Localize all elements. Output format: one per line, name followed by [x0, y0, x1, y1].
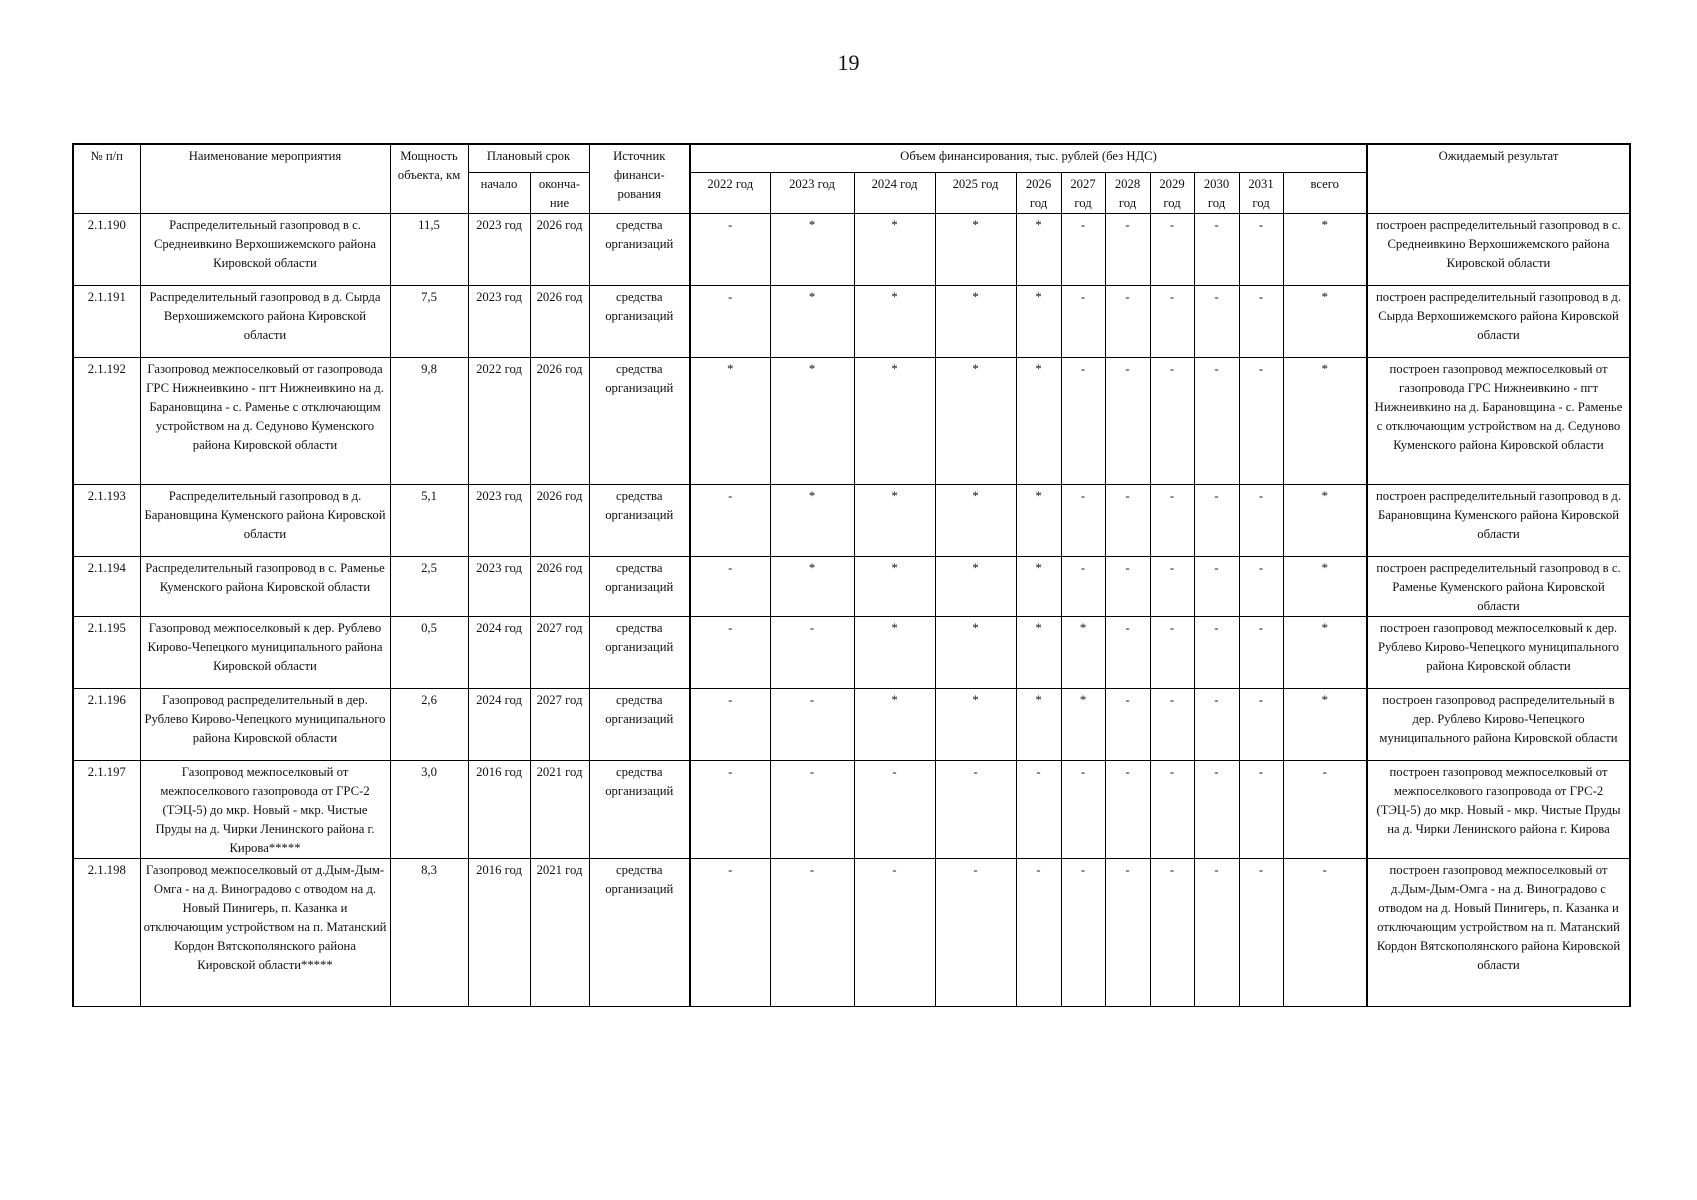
page-number: 19: [837, 50, 860, 75]
cell-year-value: -: [1150, 213, 1194, 285]
cell-end: 2021 год: [530, 760, 589, 858]
cell-year-value: -: [1105, 285, 1150, 357]
cell-name: Газопровод межпоселковый от межпоселкового газопровода от ГРС-2 (ТЭЦ-5) до мкр. Новый - мкр. Чистые Пруды на д. Чирки Ленинского района г. Кирова*****: [140, 760, 390, 858]
cell-year-value: *: [770, 556, 854, 616]
cell-num: 2.1.196: [73, 688, 140, 760]
cell-end: 2021 год: [530, 858, 589, 1006]
cell-source: средства организаций: [589, 484, 690, 556]
cell-total: *: [1283, 616, 1367, 688]
cell-year-value: -: [1105, 213, 1150, 285]
cell-result: построен распределительный газопровод в с. Среднеивкино Верхошижемского района Кировской области: [1367, 213, 1630, 285]
cell-end: 2026 год: [530, 556, 589, 616]
cell-capacity: 9,8: [390, 357, 468, 484]
cell-year-value: *: [770, 213, 854, 285]
cell-year-value: -: [690, 688, 770, 760]
cell-year-value: -: [1105, 616, 1150, 688]
cell-year-value: -: [1194, 213, 1239, 285]
cell-result: построен газопровод распределительный в дер. Рублево Кирово-Чепецкого муниципального района Кировской области: [1367, 688, 1630, 760]
cell-num: 2.1.193: [73, 484, 140, 556]
cell-year-value: -: [1061, 285, 1105, 357]
cell-year-value: *: [854, 688, 935, 760]
cell-num: 2.1.194: [73, 556, 140, 616]
cell-year-value: -: [1150, 688, 1194, 760]
cell-year-value: -: [1239, 556, 1283, 616]
cell-year-value: -: [1061, 556, 1105, 616]
cell-result: построен распределительный газопровод в д. Сырда Верхошижемского района Кировской области: [1367, 285, 1630, 357]
cell-total: *: [1283, 688, 1367, 760]
cell-year-value: *: [1061, 688, 1105, 760]
cell-year-value: -: [854, 858, 935, 1006]
cell-year-value: -: [1105, 760, 1150, 858]
table-row: [73, 858, 1630, 1006]
cell-year-value: -: [1194, 285, 1239, 357]
cell-start: 2023 год: [468, 484, 530, 556]
cell-year-value: -: [1105, 357, 1150, 484]
cell-total: -: [1283, 858, 1367, 1006]
cell-year-value: *: [1016, 357, 1061, 484]
cell-year-value: -: [1239, 357, 1283, 484]
cell-year-value: -: [690, 213, 770, 285]
table-row: [73, 484, 1630, 556]
cell-start: 2024 год: [468, 688, 530, 760]
cell-end: 2026 год: [530, 484, 589, 556]
cell-capacity: 8,3: [390, 858, 468, 1006]
cell-year-value: -: [1239, 616, 1283, 688]
cell-year-value: -: [690, 858, 770, 1006]
cell-capacity: 7,5: [390, 285, 468, 357]
cell-year-value: *: [935, 213, 1016, 285]
table-row: [73, 760, 1630, 858]
cell-capacity: 3,0: [390, 760, 468, 858]
cell-year-value: -: [935, 858, 1016, 1006]
year-header: 2025 год: [935, 172, 1016, 213]
cell-year-value: -: [1239, 858, 1283, 1006]
cell-name: Газопровод распределительный в дер. Рублево Кирово-Чепецкого муниципального района Кировской области: [140, 688, 390, 760]
cell-year-value: -: [690, 285, 770, 357]
cell-year-value: *: [854, 556, 935, 616]
cell-year-value: -: [1194, 556, 1239, 616]
cell-year-value: *: [1016, 213, 1061, 285]
cell-name: Распределительный газопровод в д. Барановщина Куменского района Кировской области: [140, 484, 390, 556]
cell-year-value: -: [854, 760, 935, 858]
cell-year-value: -: [690, 556, 770, 616]
cell-num: 2.1.195: [73, 616, 140, 688]
cell-capacity: 5,1: [390, 484, 468, 556]
cell-year-value: *: [770, 484, 854, 556]
cell-year-value: *: [1016, 484, 1061, 556]
col-capacity-header: Мощность объекта, км: [390, 144, 468, 213]
cell-name: Газопровод межпоселковый к дер. Рублево Кирово-Чепецкого муниципального района Кировской области: [140, 616, 390, 688]
cell-year-value: -: [690, 760, 770, 858]
col-planned-term-header: Плановый срок: [468, 144, 589, 172]
cell-total: *: [1283, 556, 1367, 616]
cell-year-value: *: [935, 285, 1016, 357]
cell-end: 2027 год: [530, 616, 589, 688]
year-header: 2024 год: [854, 172, 935, 213]
cell-year-value: *: [770, 285, 854, 357]
cell-year-value: -: [1239, 688, 1283, 760]
year-header: 2026 год: [1016, 172, 1061, 213]
cell-result: построен газопровод межпоселковый от д.Дым-Дым-Омга - на д. Виноградово с отводом на д. Новый Пинигерь, п. Казанка и отключающим устройством на п. Матанский Кордон Вятскополянского района Кировской области: [1367, 858, 1630, 1006]
cell-year-value: *: [854, 616, 935, 688]
cell-num: 2.1.197: [73, 760, 140, 858]
table-row: [73, 616, 1630, 688]
cell-year-value: -: [1239, 213, 1283, 285]
cell-num: 2.1.190: [73, 213, 140, 285]
cell-year-value: -: [1105, 858, 1150, 1006]
cell-year-value: -: [1150, 760, 1194, 858]
col-end-header: оконча-ние: [530, 172, 589, 213]
cell-total: *: [1283, 357, 1367, 484]
cell-year-value: -: [1239, 760, 1283, 858]
cell-year-value: *: [1016, 285, 1061, 357]
cell-result: построен распределительный газопровод в с. Раменье Куменского района Кировской области: [1367, 556, 1630, 616]
cell-year-value: -: [1150, 858, 1194, 1006]
table-row: [73, 357, 1630, 484]
cell-name: Распределительный газопровод в д. Сырда Верхошижемского района Кировской области: [140, 285, 390, 357]
cell-year-value: -: [690, 484, 770, 556]
cell-source: средства организаций: [589, 616, 690, 688]
year-header: 2030 год: [1194, 172, 1239, 213]
cell-year-value: *: [854, 285, 935, 357]
cell-capacity: 0,5: [390, 616, 468, 688]
col-funding-header: Объем финансирования, тыс. рублей (без НДС): [690, 144, 1367, 172]
cell-source: средства организаций: [589, 688, 690, 760]
financing-table: [72, 143, 1631, 1007]
cell-year-value: -: [1061, 213, 1105, 285]
cell-end: 2026 год: [530, 285, 589, 357]
cell-name: Распределительный газопровод в с. Раменье Куменского района Кировской области: [140, 556, 390, 616]
col-num-header: № п/п: [73, 144, 140, 213]
cell-year-value: *: [935, 688, 1016, 760]
cell-source: средства организаций: [589, 556, 690, 616]
cell-year-value: -: [1150, 616, 1194, 688]
cell-year-value: -: [1194, 858, 1239, 1006]
year-header: 2022 год: [690, 172, 770, 213]
cell-year-value: -: [1194, 688, 1239, 760]
cell-total: *: [1283, 285, 1367, 357]
cell-num: 2.1.191: [73, 285, 140, 357]
year-header: 2028 год: [1105, 172, 1150, 213]
cell-year-value: -: [1016, 760, 1061, 858]
cell-year-value: -: [770, 616, 854, 688]
cell-year-value: -: [1194, 760, 1239, 858]
cell-total: *: [1283, 484, 1367, 556]
cell-start: 2016 год: [468, 858, 530, 1006]
cell-capacity: 2,6: [390, 688, 468, 760]
cell-year-value: -: [1061, 357, 1105, 484]
cell-end: 2026 год: [530, 357, 589, 484]
cell-year-value: -: [1239, 484, 1283, 556]
year-header: 2027 год: [1061, 172, 1105, 213]
cell-year-value: -: [1194, 484, 1239, 556]
cell-start: 2023 год: [468, 213, 530, 285]
cell-year-value: -: [935, 760, 1016, 858]
cell-year-value: -: [1239, 285, 1283, 357]
table-row: [73, 556, 1630, 616]
cell-start: 2024 год: [468, 616, 530, 688]
cell-year-value: *: [854, 484, 935, 556]
cell-year-value: *: [854, 213, 935, 285]
cell-result: построен распределительный газопровод в д. Барановщина Куменского района Кировской области: [1367, 484, 1630, 556]
cell-num: 2.1.192: [73, 357, 140, 484]
cell-capacity: 2,5: [390, 556, 468, 616]
col-start-header: начало: [468, 172, 530, 213]
cell-source: средства организаций: [589, 357, 690, 484]
cell-year-value: -: [1194, 357, 1239, 484]
col-source-header: Источник финанси-рования: [589, 144, 690, 213]
cell-start: 2016 год: [468, 760, 530, 858]
cell-num: 2.1.198: [73, 858, 140, 1006]
cell-year-value: -: [1105, 484, 1150, 556]
col-result-header: Ожидаемый результат: [1367, 144, 1630, 213]
cell-source: средства организаций: [589, 285, 690, 357]
cell-name: Распределительный газопровод в с. Среднеивкино Верхошижемского района Кировской области: [140, 213, 390, 285]
cell-year-value: -: [1105, 688, 1150, 760]
cell-total: *: [1283, 213, 1367, 285]
cell-end: 2026 год: [530, 213, 589, 285]
cell-year-value: -: [1150, 357, 1194, 484]
cell-result: построен газопровод межпоселковый к дер. Рублево Кирово-Чепецкого муниципального района Кировской области: [1367, 616, 1630, 688]
cell-year-value: -: [770, 858, 854, 1006]
col-name-header: Наименование мероприятия: [140, 144, 390, 213]
cell-source: средства организаций: [589, 213, 690, 285]
cell-year-value: -: [690, 616, 770, 688]
cell-start: 2022 год: [468, 357, 530, 484]
cell-year-value: *: [690, 357, 770, 484]
cell-year-value: -: [1150, 285, 1194, 357]
table-row: [73, 285, 1630, 357]
cell-total: -: [1283, 760, 1367, 858]
cell-start: 2023 год: [468, 556, 530, 616]
cell-result: построен газопровод межпоселковый от газопровода ГРС Нижнеивкино - пгт Нижнеивкино на д. Барановщина - с. Раменье с отключающим устройством на д. Седуново Куменского района Кировской области: [1367, 357, 1630, 484]
cell-year-value: -: [770, 760, 854, 858]
cell-year-value: *: [935, 357, 1016, 484]
cell-year-value: *: [935, 484, 1016, 556]
cell-source: средства организаций: [589, 760, 690, 858]
cell-year-value: *: [935, 616, 1016, 688]
year-header: 2031 год: [1239, 172, 1283, 213]
cell-year-value: *: [1016, 616, 1061, 688]
cell-end: 2027 год: [530, 688, 589, 760]
cell-year-value: *: [1016, 688, 1061, 760]
col-total-header: всего: [1283, 172, 1367, 213]
cell-result: построен газопровод межпоселковый от межпоселкового газопровода от ГРС-2 (ТЭЦ-5) до мкр. Новый - мкр. Чистые Пруды на д. Чирки Ленинского района г. Кирова: [1367, 760, 1630, 858]
cell-year-value: *: [770, 357, 854, 484]
cell-year-value: -: [1194, 616, 1239, 688]
cell-name: Газопровод межпоселковый от газопровода ГРС Нижнеивкино - пгт Нижнеивкино на д. Барановщина - с. Раменье с отключающим устройством на д. Седуново Куменского района Кировской области: [140, 357, 390, 484]
year-header: 2023 год: [770, 172, 854, 213]
cell-year-value: *: [1016, 556, 1061, 616]
cell-capacity: 11,5: [390, 213, 468, 285]
table-row: [73, 213, 1630, 285]
year-header: 2029 год: [1150, 172, 1194, 213]
cell-year-value: -: [1016, 858, 1061, 1006]
cell-year-value: *: [935, 556, 1016, 616]
cell-year-value: *: [1061, 616, 1105, 688]
cell-start: 2023 год: [468, 285, 530, 357]
cell-year-value: *: [854, 357, 935, 484]
cell-year-value: -: [1105, 556, 1150, 616]
cell-year-value: -: [1150, 484, 1194, 556]
cell-year-value: -: [1061, 484, 1105, 556]
cell-year-value: -: [1150, 556, 1194, 616]
cell-year-value: -: [1061, 760, 1105, 858]
cell-name: Газопровод межпоселковый от д.Дым-Дым-Омга - на д. Виноградово с отводом на д. Новый Пинигерь, п. Казанка и отключающим устройством на п. Матанский Кордон Вятскополянского района Кировской области*****: [140, 858, 390, 1006]
cell-year-value: -: [1061, 858, 1105, 1006]
table-row: [73, 688, 1630, 760]
cell-year-value: -: [770, 688, 854, 760]
cell-source: средства организаций: [589, 858, 690, 1006]
